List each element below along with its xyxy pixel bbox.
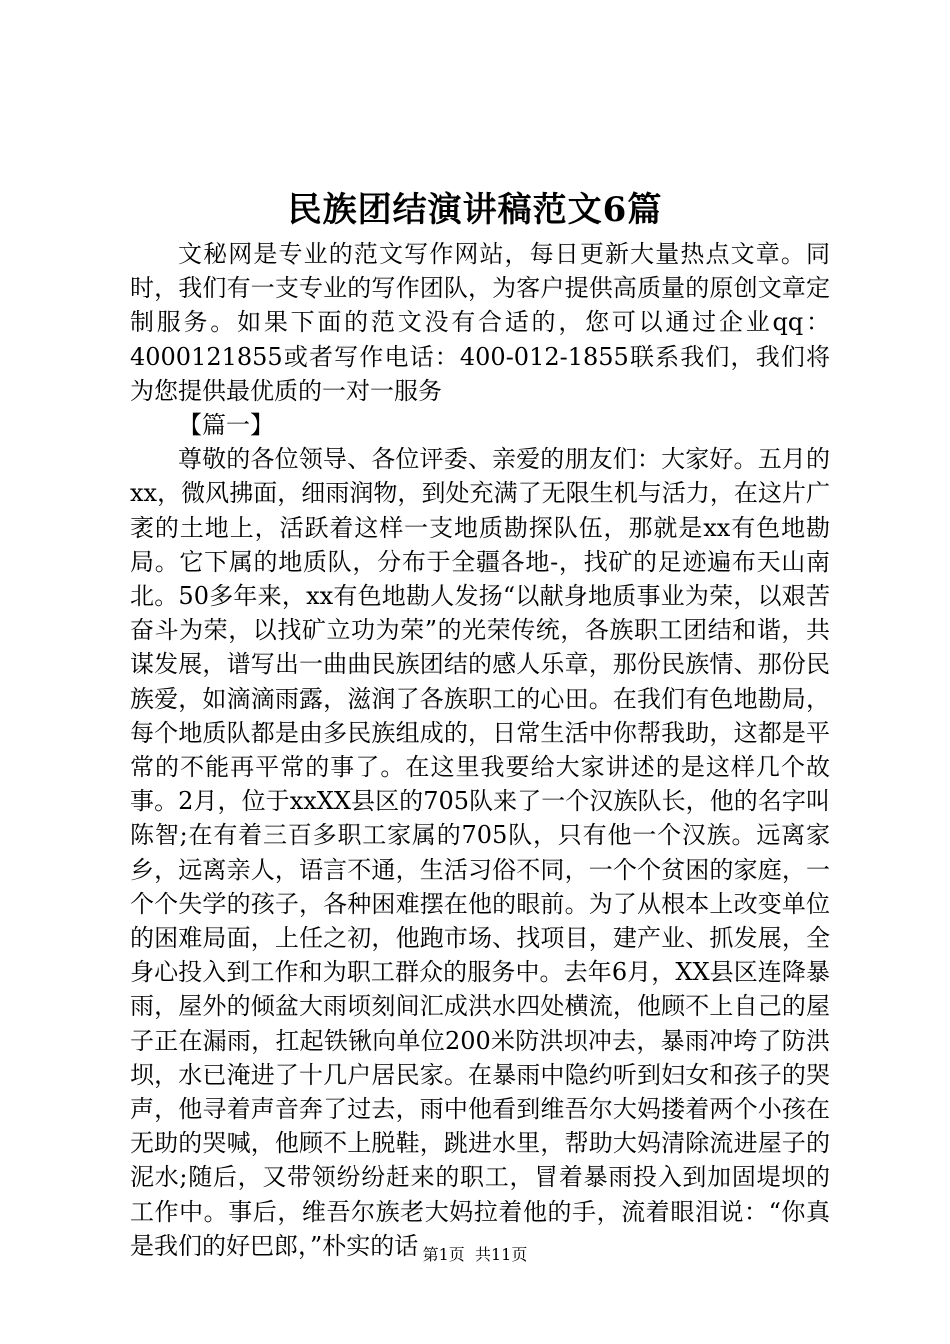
document-title: 民族团结演讲稿范文6篇 <box>287 190 663 230</box>
page-footer <box>0 1244 950 1266</box>
page-number: 第1页 <box>422 1245 465 1264</box>
page-total: 共11页 <box>474 1245 528 1264</box>
section-heading: 【篇一】 <box>178 411 274 440</box>
intro-paragraph: 文秘网是专业的范文写作网站，每日更新大量热点文章。同时，我们有一支专业的写作团队，为客户提供高质量的原创文章定制服务。如果下面的范文没有合适的，您可以通过企业qq：4000121855或者写作电话：400-012-1855联系我们，我们将为您提供最优质的一对一服务 <box>130 240 830 405</box>
document-body <box>130 237 830 1263</box>
speech-paragraph: 尊敬的各位领导、各位评委、亲爱的朋友们：大家好。五月的xx，微风拂面，细雨润物，到处充满了无限生机与活力，在这片广袤的土地上，活跃着这样一支地质勘探队伍，那就是xx有色地勘局。它下属的地质队，分布于全疆各地-，找矿的足迹遍布天山南北。50多年来，xx有色地勘人发扬“以献身地质事业为荣，以艰苦奋斗为荣，以找矿立功为荣”的光荣传统，各族职工团结和谐，共谋发展，谱写出一曲曲民族团结的感人乐章，那份民族情、那份民族爱，如滴滴雨露，滋润了各族职工的心田。在我们有色地勘局，每个地质队都是由多民族组成的，日常生活中你帮我助，这都是平常的不能再平常的事了。在这里我要给大家讲述的是这样几个故事。2月，位于xxXX县区的705队来了一个汉族队长，他的名字叫陈智;在有着三百多职工家属的705队，只有他一个汉族。远离家乡，远离亲人，语言不通，生活习俗不同，一个个贫困的家庭，一个个失学的孩子，各种困难摆在他的眼前。为了从根本上改变单位的困难局面，上任之初，他跑市场、找项目，建产业、抓发展，全身心投入到工作和为职工群众的服务中。去年6月，XX县区连降暴雨，屋外的倾盆大雨顷刻间汇成洪水四处横流，他顾不上自己的屋子正在漏雨，扛起铁锹向单位200米防洪坝冲去，暴雨冲垮了防洪坝，水已淹进了十几户居民家。在暴雨中隐约听到妇女和孩子的哭声，他寻着声音奔了过去，雨中他看到维吾尔大妈搂着两个小孩在无助的哭喊，他顾不上脱鞋，跳进水里，帮助大妈清除流进屋子的泥水;随后，又带领纷纷赶来的职工，冒着暴雨投入到加固堤坝的工作中。事后，维吾尔族老大妈拉着他的手，流着眼泪说：“你真是我们的好巴郎，”朴实的话 <box>130 445 830 1260</box>
